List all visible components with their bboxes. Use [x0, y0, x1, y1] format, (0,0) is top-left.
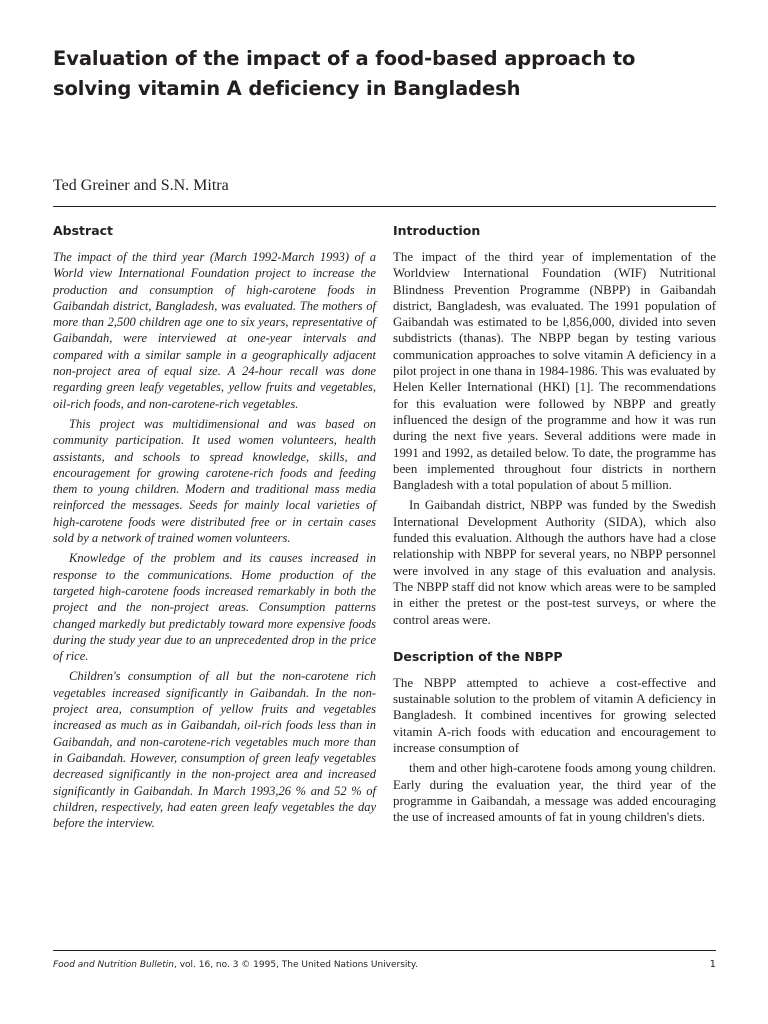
- introduction-heading: Introduction: [393, 223, 481, 238]
- abstract-section: [53, 222, 376, 835]
- abstract-paragraph: Children's consumption of all but the non-carotene rich vegetables increased significantly in Gaibandah. In the non-project area, consumption of yellow fruits and vegetables increased as much as in Gaibandah, oil-rich foods less than in Gaibandah, and non-carotene-rich vegetables much more than in Gaibandah. However, consumption of green leafy vegetables decreased significantly in the non-project area and increased significantly in Gaibandah. In March 1993,26 % and 52 % of children, respectively, had eaten green leafy vegetables the day before the interview.: [53, 669, 376, 831]
- journal-citation: , vol. 16, no. 3 © 1995, The United Nations University.: [173, 960, 418, 970]
- footer: [53, 959, 716, 971]
- header-divider: [53, 206, 716, 207]
- abstract-paragraph: The impact of the third year (March 1992-March 1993) of a World view International Foundation project to increase the production and consumption of high-carotene foods in Gaibandah district, Bangladesh, was evaluated. The mothers of more than 2,500 children age one to six years, representative of Gaibandah, were interviewed at one-year intervals and compared with a similar sample in a geographically adjacent non-project area of equal size. A 24-hour recall was done regarding green leafy vegetables, yellow fruits and vegetables, oil-rich foods, and non-carotene-rich vegetables.: [53, 250, 376, 411]
- footer-divider: [53, 950, 716, 951]
- page-number: 1: [709, 959, 716, 970]
- authors: Ted Greiner and S.N. Mitra: [53, 177, 229, 194]
- journal-name: Food and Nutrition Bulletin: [53, 960, 174, 970]
- paper-title: Evaluation of the impact of a food-based approach to solving vitamin A deficiency in Bangladesh: [53, 47, 636, 100]
- description-paragraph: them and other high-carotene foods among young children. Early during the evaluation year, the third year of the programme in Gaibandah, a message was added encouraging the use of increased amounts of fat in young children's diets.: [393, 761, 716, 825]
- description-heading: Description of the NBPP: [393, 648, 563, 664]
- introduction-paragraph: In Gaibandah district, NBPP was funded by the Swedish International Development Authority (SIDA), which also funded this evaluation. Although the authors have had a close relationship with NBPP for several years, no NBPP personnel were involved in any stage of this evaluation and analysis. The NBPP staff did not know which areas were to be sampled in either the pretest or the post-test surveys, or where the control areas were.: [393, 498, 716, 627]
- abstract-paragraph: Knowledge of the problem and its causes increased in response to the communications. Home production of the targeted high-carotene foods increased remarkably in both the project and the non-project areas. Consumption patterns changed markedly but predictably toward more expensive foods during the study year due to an unprecedented drop in the price of rice.: [53, 551, 376, 664]
- description-paragraph: The NBPP attempted to achieve a cost-effective and sustainable solution to the problem of vitamin A deficiency in Bangladesh. It combined incentives for growing selected vitamin A-rich foods with education and encouragement to increase consumption of: [393, 675, 716, 756]
- abstract-heading: Abstract: [53, 223, 114, 238]
- introduction-paragraph: The impact of the third year of implementation of the Worldview International Foundation (WIF) Nutritional Blindness Prevention Programme (NBPP) in Gaibandah district, Bangladesh, was evaluated. The 1991 population of Gaibandah was estimated to be l,856,000, divided into seven subdistricts (thanas). The NBPP began by testing various communication approaches to solve vitamin A deficiency in a pilot project in one thana in 1984-1986. This was evaluated by Helen Keller International (HKI) [1]. The recommendations for this evaluation were followed by NBPP and greatly influenced the design of the programme and how it was run during the next five years. Several additions were made in 1991 and 1992, as detailed below. To date, the programme has been implemented throughout four districts in northern Bangladesh with a total population of about 5 million.: [393, 250, 716, 493]
- abstract-paragraph: This project was multidimensional and was based on community participation. It used women volunteers, health assistants, and schools to spread knowledge, skills, and encouragement for growing carotene-rich foods and feeding them to young children. Modern and traditional mass media reinforced the messages. Seeds for mainly local varieties of high-carotene foods were distributed free or in certain cases sold by a network of trained women volunteers.: [53, 416, 376, 546]
- description-section: [393, 648, 716, 826]
- introduction-section: [393, 222, 716, 628]
- body-column: [393, 222, 716, 830]
